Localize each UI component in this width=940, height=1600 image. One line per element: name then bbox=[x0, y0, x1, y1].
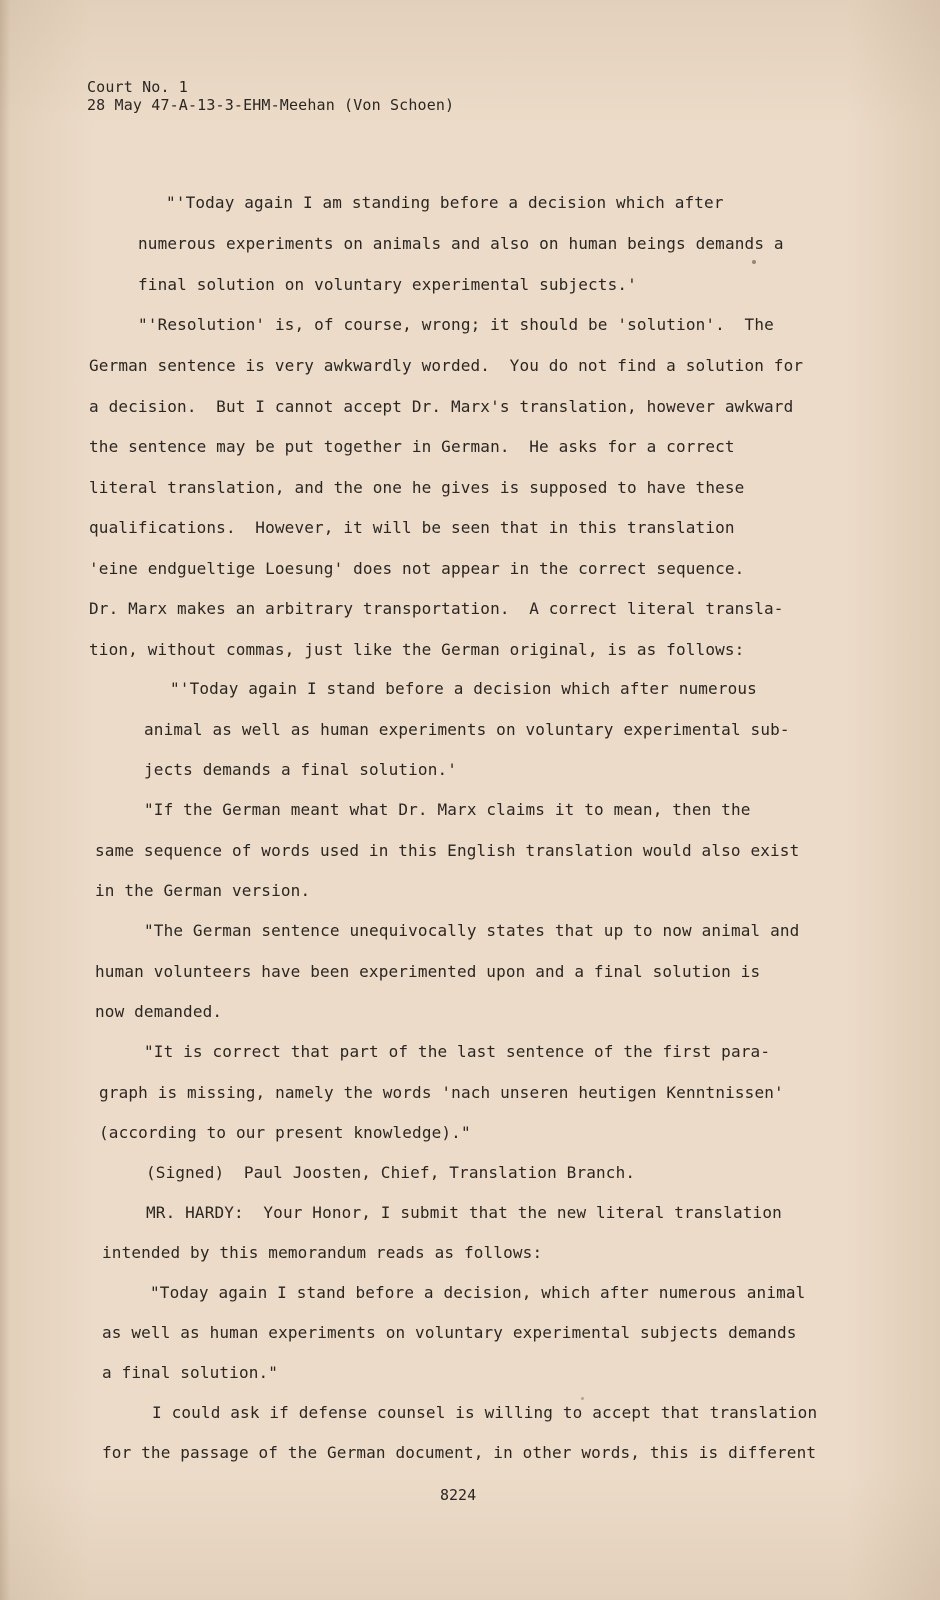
text-line: "It is correct that part of the last sentence of the first para- bbox=[144, 1042, 771, 1061]
text-line: jects demands a final solution.' bbox=[144, 760, 458, 779]
page-number: 8224 bbox=[440, 1486, 477, 1504]
text-line: 'eine endgueltige Loesung' does not appear in the correct sequence. bbox=[89, 559, 745, 578]
text-line: "If the German meant what Dr. Marx claims it to mean, then the bbox=[144, 800, 751, 819]
text-line: graph is missing, namely the words 'nach unseren heutigen Kenntnissen' bbox=[99, 1083, 784, 1102]
court-number: Court No. 1 bbox=[87, 78, 188, 96]
text-line: final solution on voluntary experimental subjects.' bbox=[138, 275, 637, 294]
paper-speck bbox=[752, 260, 756, 264]
text-line: "The German sentence unequivocally states that up to now animal and bbox=[144, 921, 800, 940]
text-line: "'Today again I am standing before a decision which after bbox=[166, 193, 724, 212]
text-line: numerous experiments on animals and also on human beings demands a bbox=[138, 234, 784, 253]
text-line: a final solution." bbox=[102, 1363, 279, 1382]
text-line: I could ask if defense counsel is willing to accept that translation bbox=[152, 1403, 818, 1422]
text-line: MR. HARDY: Your Honor, I submit that the new literal translation bbox=[146, 1203, 782, 1222]
text-line: "'Resolution' is, of course, wrong; it should be 'solution'. The bbox=[138, 315, 774, 334]
text-line: in the German version. bbox=[95, 881, 311, 900]
paper-speck bbox=[581, 1397, 584, 1400]
text-line: tion, without commas, just like the German original, is as follows: bbox=[89, 640, 745, 659]
transcript-reference: 28 May 47-A-13-3-EHM-Meehan (Von Schoen) bbox=[87, 96, 455, 114]
text-line: literal translation, and the one he gives is supposed to have these bbox=[89, 478, 745, 497]
text-line: for the passage of the German document, in other words, this is different bbox=[102, 1443, 817, 1462]
text-line: "'Today again I stand before a decision which after numerous bbox=[170, 679, 757, 698]
text-line: human volunteers have been experimented upon and a final solution is bbox=[95, 962, 761, 981]
text-line: now demanded. bbox=[95, 1002, 223, 1021]
paper-edge-shadow bbox=[0, 0, 10, 1600]
text-line: German sentence is very awkwardly worded. You do not find a solution for bbox=[89, 356, 804, 375]
signature-line: (Signed) Paul Joosten, Chief, Translation Branch. bbox=[146, 1163, 636, 1182]
text-line: qualifications. However, it will be seen that in this translation bbox=[89, 518, 735, 537]
text-line: "Today again I stand before a decision, which after numerous animal bbox=[150, 1283, 806, 1302]
text-line: (according to our present knowledge)." bbox=[99, 1123, 471, 1142]
text-line: intended by this memorandum reads as follows: bbox=[102, 1243, 543, 1262]
text-line: the sentence may be put together in German. He asks for a correct bbox=[89, 437, 735, 456]
text-line: same sequence of words used in this English translation would also exist bbox=[95, 841, 800, 860]
text-line: a decision. But I cannot accept Dr. Marx's translation, however awkward bbox=[89, 397, 794, 416]
text-line: Dr. Marx makes an arbitrary transportation. A correct literal transla- bbox=[89, 599, 784, 618]
text-line: as well as human experiments on voluntary experimental subjects demands bbox=[102, 1323, 797, 1342]
text-line: animal as well as human experiments on voluntary experimental sub- bbox=[144, 720, 790, 739]
